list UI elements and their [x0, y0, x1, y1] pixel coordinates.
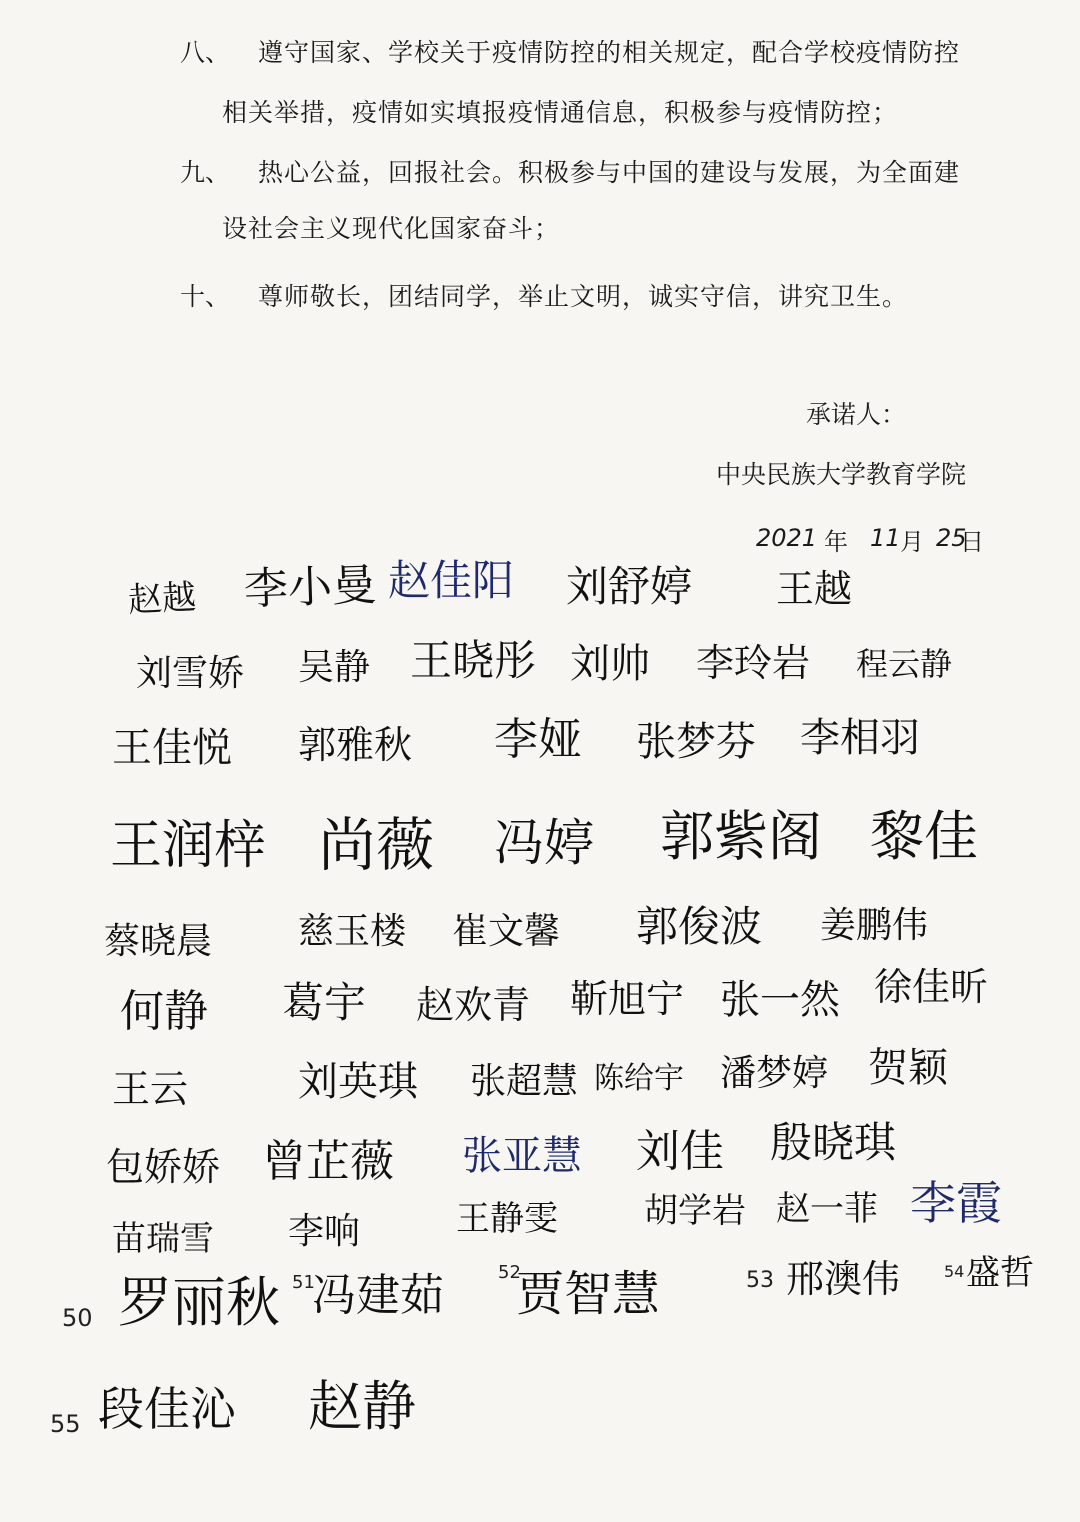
signature: 苗瑞雪: [112, 1219, 214, 1259]
clause-10-line1: 尊师敬长，团结同学，举止文明，诚实守信，讲究卫生。: [258, 282, 909, 311]
signature: 张一然: [720, 977, 840, 1023]
signature: 葛宇: [282, 978, 367, 1027]
signature: 李小曼: [243, 559, 377, 616]
signature: 王润梓: [110, 816, 267, 876]
signature: 王佳悦: [112, 725, 232, 771]
date-day: 25: [936, 524, 967, 552]
signature-number: 51: [292, 1272, 315, 1293]
date-month: 11: [870, 524, 901, 552]
signature: 靳旭宁: [570, 977, 685, 1021]
signature: 赵佳阳: [388, 556, 515, 605]
clause-8-line2: 相关举措，疫情如实填报疫情通信息，积极参与疫情防控；: [222, 98, 899, 127]
signature: 盛哲: [966, 1253, 1034, 1293]
signature: 贾智慧: [516, 1266, 661, 1322]
signature-number: 50: [62, 1304, 93, 1332]
signature: 郭紫阁: [660, 805, 822, 868]
date-year-unit: 年: [824, 528, 848, 556]
signature: 段佳沁: [98, 1382, 236, 1436]
organization-name: 中央民族大学教育学院: [716, 460, 967, 489]
clause-10-number: 十、: [180, 282, 231, 311]
signature: 尚薇: [318, 811, 435, 879]
signature: 张梦芬: [636, 719, 756, 765]
signature: 殷晓琪: [770, 1118, 897, 1167]
signature: 李霞: [910, 1176, 1002, 1230]
signature: 姜鹏伟: [820, 905, 929, 946]
signature: 王越: [776, 567, 853, 611]
date-day-unit: 日: [960, 528, 984, 556]
promisor-label: 承诺人：: [806, 400, 907, 429]
signature-number: 52: [498, 1262, 521, 1283]
signature: 赵越: [126, 577, 198, 621]
signature: 何静: [120, 986, 208, 1037]
signature: 邢澳伟: [786, 1257, 901, 1301]
signature: 李相羽: [800, 715, 920, 761]
signature: 冯婷: [494, 814, 594, 872]
clause-9-number: 九、: [180, 158, 231, 187]
signature: 刘佳: [636, 1126, 724, 1177]
signature: 王云: [112, 1067, 189, 1111]
signature: 郭雅秋: [298, 723, 413, 767]
signature: 刘英琪: [298, 1059, 418, 1105]
signature: 罗丽秋: [118, 1271, 280, 1334]
signature: 徐佳昕: [874, 965, 989, 1009]
signature: 刘帅: [570, 641, 650, 687]
signature: 崔文馨: [452, 911, 561, 952]
signature: 郭俊波: [636, 902, 763, 951]
clause-8-number: 八、: [180, 38, 231, 67]
signature: 李响: [288, 1211, 361, 1252]
signature: 王晓彤: [410, 636, 537, 685]
signature: 张亚慧: [462, 1133, 582, 1179]
date-month-unit: 月: [900, 528, 924, 556]
signature: 赵欢青: [416, 983, 531, 1027]
signature-number: 54: [944, 1262, 965, 1281]
signature: 曾芷薇: [262, 1136, 394, 1187]
signature: 包娇娇: [106, 1145, 221, 1189]
signature: 贺颖: [868, 1045, 948, 1091]
signature: 李玲岩: [696, 641, 811, 685]
signature: 赵静: [308, 1375, 416, 1438]
signature: 慈玉楼: [298, 911, 407, 952]
clause-8-line1: 遵守国家、学校关于疫情防控的相关规定，配合学校疫情防控: [258, 38, 961, 67]
signature: 李娅: [494, 714, 582, 765]
signature: 胡学岩: [644, 1191, 746, 1231]
signature: 刘舒婷: [566, 562, 693, 611]
signature-number: 55: [50, 1410, 81, 1438]
date-year: 2021: [756, 524, 818, 552]
signature: 王静雯: [456, 1199, 558, 1239]
signature: 张超慧: [470, 1061, 579, 1102]
signature: 黎佳: [870, 805, 978, 868]
signature: 程云静: [856, 645, 953, 683]
signature: 蔡晓晨: [104, 921, 213, 962]
clause-9-line2: 设社会主义现代化国家奋斗；: [222, 214, 561, 243]
signature: 冯建茹: [312, 1270, 444, 1321]
signature-number: 53: [746, 1268, 774, 1293]
signature: 吴静: [298, 647, 371, 688]
signature: 陈给宇: [594, 1061, 684, 1096]
signature: 刘雪娇: [136, 653, 245, 694]
clause-9-line1: 热心公益，回报社会。积极参与中国的建设与发展，为全面建: [258, 158, 961, 187]
signature: 潘梦婷: [720, 1053, 829, 1094]
signature: 赵一菲: [776, 1189, 878, 1229]
